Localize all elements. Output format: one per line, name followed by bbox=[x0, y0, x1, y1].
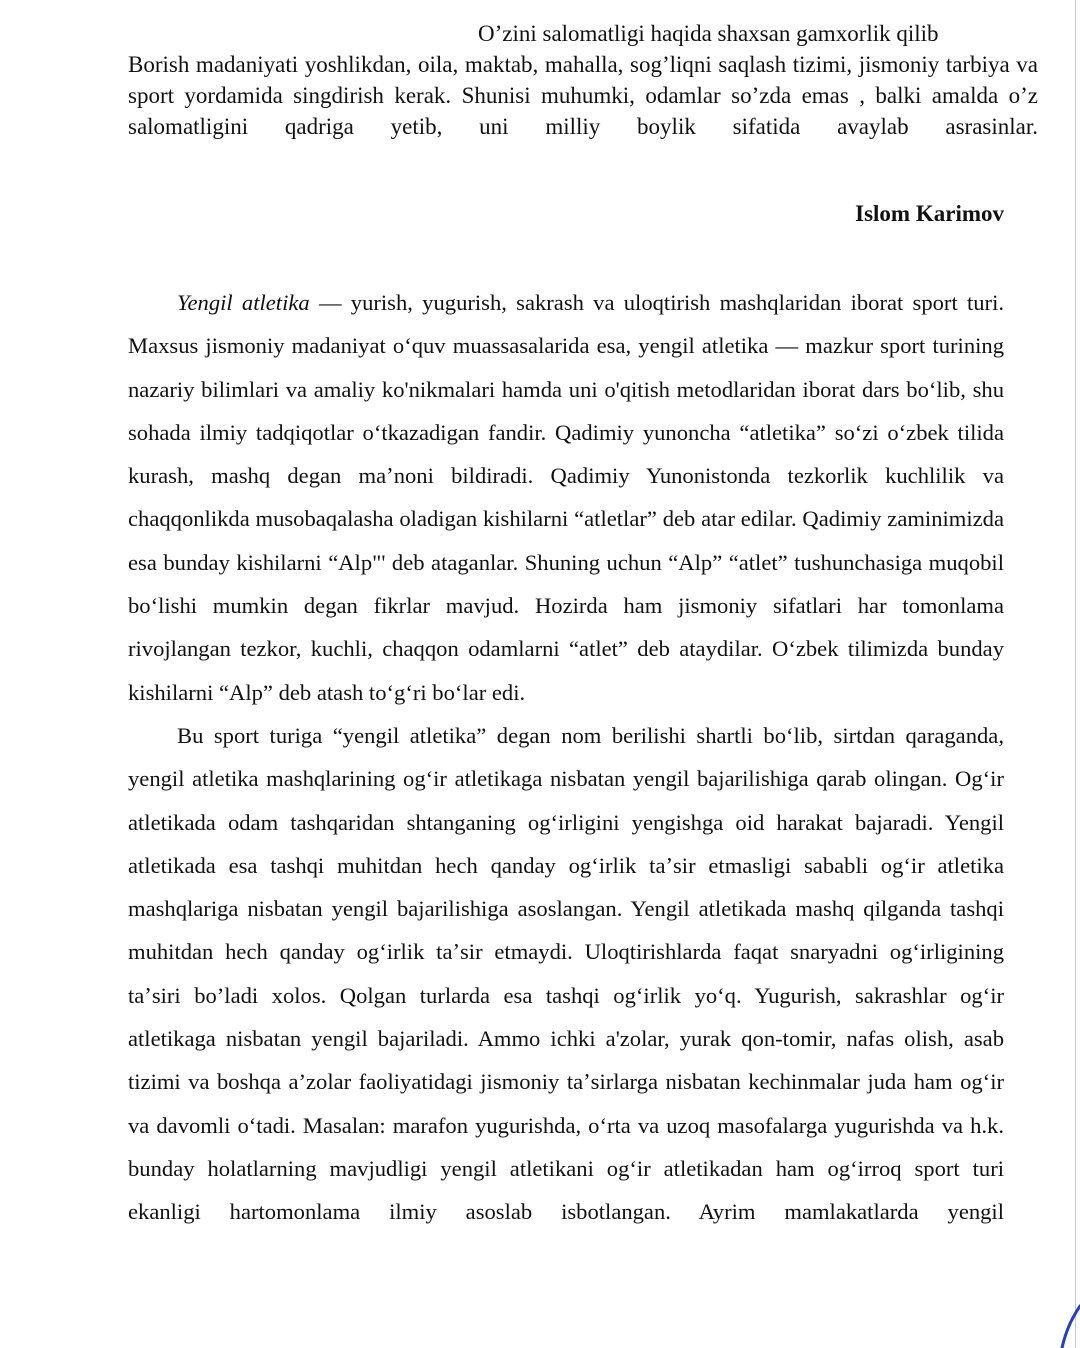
pen-stroke-mark bbox=[1050, 1298, 1080, 1348]
body-text bbox=[128, 281, 1004, 1234]
paragraph bbox=[128, 281, 1004, 714]
epigraph-first-line: O’zini salomatligi haqida shaxsan gamxorlik qilib bbox=[478, 21, 939, 46]
epigraph bbox=[128, 18, 1038, 142]
epigraph-text: Borish madaniyati yoshlikdan, oila, maktab, mahalla, sog’liqni saqlash tizimi, jismoniy tarbiya va sport yordamida singdirish kerak. Shunisi muhumki, odamlar so’zda emas , balki amalda o’z salomatligini qadriga yetib, uni milliy boylik sifatida avaylab asrasinlar. bbox=[128, 52, 1038, 139]
author-signature: Islom Karimov bbox=[855, 201, 1004, 226]
paragraph-text: — yurish, yugurish, sakrash va uloqtirish mashqlaridan iborat sport turi. Maxsus jismoniy madaniyat oʻquv muassasalarida esa, yengil atletika — mazkur sport turining nazariy bilimlari va amaliy ko'nikmalari hamda uni o'qitish metodlaridan iborat dars boʻlib, shu sohada ilmiy tadqiqotlar oʻtkazadigan fandir. Qadimiy yunoncha “atletika” soʻzi oʻzbek tilida kurash, mashq degan maʼnoni bildiradi. Qadimiy Yunonistonda tezkorlik kuchlilik va chaqqonlikda musobaqalasha oladigan kishilarni “atletlar” deb atar edilar. Qadimiy zaminimizda esa bunday kishilarni “Alp"' deb ataganlar. Shuning uchun “Alp” “atlet” tushunchasiga muqobil boʻlishi mumkin degan fikrlar mavjud. Hozirda ham jismoniy sifatlari har tomonlama rivojlangan tezkor, kuchli, chaqqon odamlarni “atlet” deb ataydilar. Oʻzbek tilimizda bunday kishilarni “Alp” deb atash toʻgʻri boʻlar edi. bbox=[128, 290, 1005, 705]
paragraph-term: Yengil atletika bbox=[177, 290, 310, 315]
page-edge bbox=[1075, 0, 1076, 1348]
paragraph bbox=[128, 714, 1004, 1234]
paragraph-text: Bu sport turiga “yengil atletika” degan nom berilishi shartli boʻlib, sirtdan qaraganda, yengil atletika mashqlarining ogʻir atletikaga nisbatan yengil bajarilishiga qarab olingan. Ogʻir atletikada odam tashqaridan shtanganing ogʻirligini yengishga oid harakat bajaradi. Yengil atletikada esa tashqi muhitdan hech qanday ogʻirlik taʼsir etmasligi sababli ogʻir atletika mashqlariga nisbatan yengil bajarilishiga asoslangan. Yengil atletikada mashq qilganda tashqi muhitdan hech qanday ogʻirlik taʼsir etmaydi. Uloqtirishlarda faqat snaryadni ogʻirligining taʼsiri bo’ladi xolos. Qolgan turlarda esa tashqi ogʻirlik yoʻq. Yugurish, sakrashlar ogʻir atletikaga nisbatan yengil bajariladi. Ammo ichki a'zolar, yurak qon-tomir, nafas olish, asab tizimi va boshqa a’zolar faoliyatidagi jismoniy taʼsirlarga nisbatan kechinmalar juda ham ogʻir va davomli oʻtadi. Masalan: marafon yugurishda, oʻrta va uzoq masofalarga yugurishda va h.k. bunday holatlarning mavjudligi yengil atletikani ogʻir atletikadan ham ogʻirroq sport turi ekanligi hartomonlama ilmiy asoslab isbotlangan. Ayrim mamlakatlarda yengil bbox=[128, 722, 1004, 1225]
